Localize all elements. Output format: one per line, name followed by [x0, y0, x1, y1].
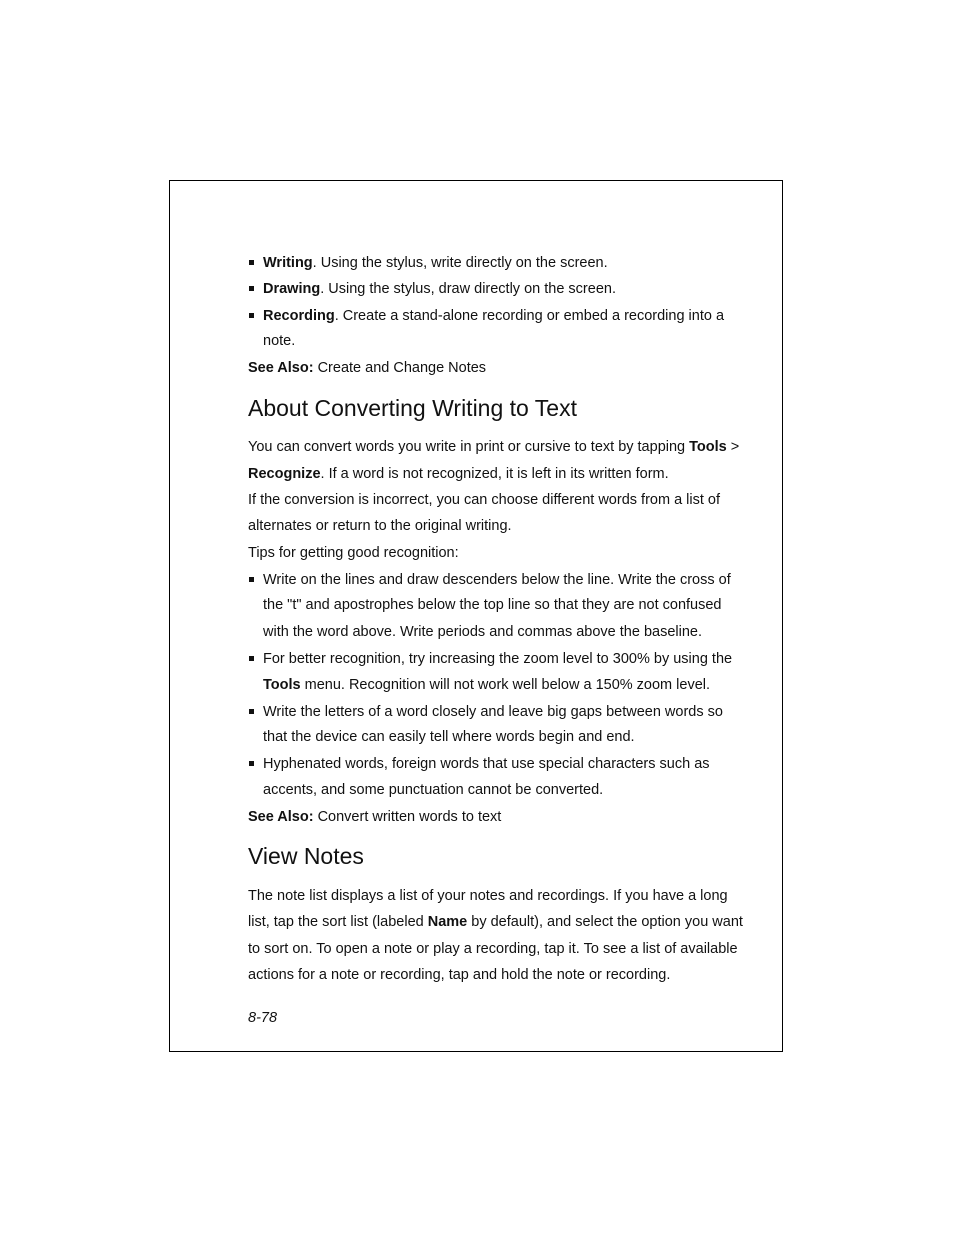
see-also-link-convert-words[interactable]: Convert written words to text — [313, 809, 502, 825]
paragraph-line: actions for a note or recording, tap and hold the note or recording. — [248, 967, 671, 983]
tools-menu-ref: Tools — [689, 439, 727, 455]
bullet-recording-continued: note. — [263, 333, 296, 349]
tip-bullet-2 — [263, 650, 732, 668]
see-also-link-create-change-notes[interactable]: Create and Change Notes — [313, 360, 487, 376]
section-heading-view-notes: View Notes — [248, 843, 364, 869]
bullet-square-icon — [249, 313, 254, 318]
text: For better recognition, try increasing the zoom level to 300% by using the — [263, 651, 733, 667]
text: Write on the lines and draw descenders below the line. Write the cross of — [263, 572, 731, 588]
bullet-text: . Create a stand-alone recording or embed a recording into a — [334, 308, 725, 324]
text: Write the letters of a word closely and leave big gaps between words so — [263, 704, 723, 720]
text: list, tap the sort list (labeled — [248, 914, 428, 930]
bullet-square-icon — [249, 577, 254, 582]
text: You can convert words you write in print or cursive to text by tapping — [248, 439, 690, 455]
tip-bullet-4-cont: accents, and some punctuation cannot be converted. — [263, 782, 604, 798]
bullet-square-icon — [249, 709, 254, 714]
paragraph-line — [248, 465, 669, 483]
paragraph-line: alternates or return to the original writing. — [248, 518, 512, 534]
text: Hyphenated words, foreign words that use special characters such as — [263, 756, 710, 772]
bullet-square-icon — [249, 260, 254, 265]
tip-bullet-3 — [263, 703, 723, 721]
paragraph-line — [248, 913, 743, 931]
bullet-term: Writing — [263, 255, 313, 271]
name-sort-ref: Name — [427, 914, 468, 930]
bullet-term: Drawing — [263, 281, 321, 297]
recognize-command-ref: Recognize — [248, 466, 321, 482]
bullet-recording — [263, 307, 724, 325]
bullet-square-icon — [249, 286, 254, 291]
bullet-drawing — [263, 280, 616, 298]
text: . If a word is not recognized, it is left in its written form. — [320, 466, 669, 482]
paragraph-line: Tips for getting good recognition: — [248, 545, 459, 561]
paragraph-line: The note list displays a list of your notes and recordings. If you have a long — [248, 888, 728, 904]
paragraph-line: If the conversion is incorrect, you can choose different words from a list of — [248, 492, 721, 508]
paragraph-line: to sort on. To open a note or play a recording, tap it. To see a list of available — [248, 941, 738, 957]
bullet-text: . Using the stylus, draw directly on the screen. — [320, 281, 616, 297]
page-number: 8-78 — [248, 1010, 278, 1026]
text: by default), and select the option you want — [467, 914, 743, 930]
bullet-square-icon — [249, 656, 254, 661]
see-also-label: See Also: — [248, 809, 314, 825]
section-heading-converting: About Converting Writing to Text — [248, 395, 577, 421]
tip-bullet-1-cont: with the word above. Write periods and commas above the baseline. — [263, 624, 703, 640]
text: menu. Recognition will not work well below a 150% zoom level. — [300, 677, 711, 693]
tip-bullet-3-cont: that the device can easily tell where words begin and end. — [263, 729, 635, 745]
see-also-1 — [248, 359, 486, 377]
tip-bullet-4 — [263, 755, 710, 773]
bullet-square-icon — [249, 761, 254, 766]
bullet-term: Recording — [263, 308, 335, 324]
see-also-2 — [248, 808, 501, 826]
text: > — [726, 439, 740, 455]
paragraph-line — [248, 438, 739, 456]
tip-bullet-2-cont — [263, 676, 710, 694]
tip-bullet-1-cont: the "t" and apostrophes below the top line so that they are not confused — [263, 597, 722, 613]
tip-bullet-1 — [263, 571, 731, 589]
see-also-label: See Also: — [248, 360, 314, 376]
bullet-writing — [263, 254, 608, 272]
bullet-text: . Using the stylus, write directly on the screen. — [312, 255, 608, 271]
tools-menu-ref: Tools — [263, 677, 301, 693]
